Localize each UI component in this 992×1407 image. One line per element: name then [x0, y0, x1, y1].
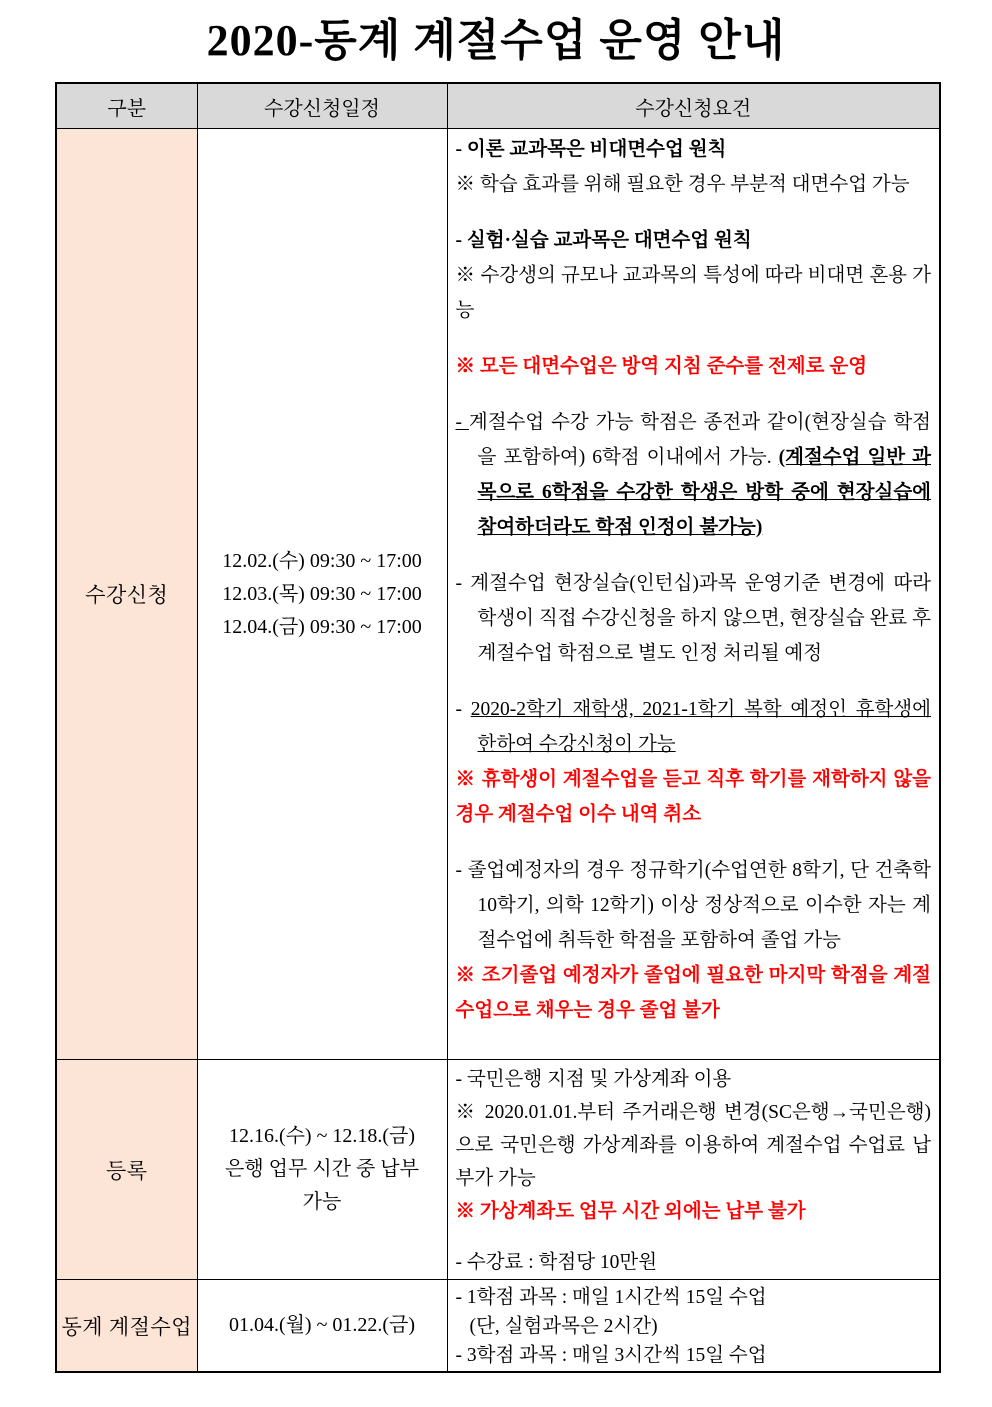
- text-segment: -: [455, 699, 471, 720]
- text-segment: (계절수업 일반 과목으로 6학점을 수강한 학생은 방학 중에 현장실습에 참여하더라도 학점 인정이 불가능): [477, 447, 932, 538]
- paragraph-spacer: [456, 384, 932, 405]
- category-cell: 수강신청: [56, 129, 197, 1060]
- text-segment: 2020-2학기 재학생, 2021-1학기 복학 예정인 휴학생에 한하여 수강신청이 가능: [470, 699, 931, 755]
- requirement-paragraph: [456, 692, 932, 762]
- category-cell: 동계 계절수업: [56, 1280, 197, 1373]
- requirement-paragraph: [456, 958, 932, 1028]
- page-title: 2020-동계 계절수업 운영 안내: [206, 16, 786, 65]
- text-segment: - 3학점 과목 : 매일 3시간씩 15일 수업: [455, 1345, 767, 1366]
- requirement-paragraph: [456, 223, 932, 258]
- table-header-row: [56, 83, 940, 129]
- schedule-line: 12.16.(수) ~ 12.18.(금): [228, 1125, 416, 1147]
- requirement-paragraph: [456, 349, 932, 384]
- text-segment: -: [455, 412, 469, 433]
- schedule-cell: [197, 1280, 447, 1373]
- paragraph-spacer: [456, 328, 932, 349]
- text-segment: ※ 2020.01.01.부터 주거래은행 변경(SC은행→국민은행)으로 국민은행 가상계좌를 이용하여 계절수업 수업료 납부가 가능: [455, 1102, 931, 1189]
- requirement-paragraph: [456, 1283, 932, 1312]
- requirement-paragraph: [456, 405, 932, 545]
- text-segment: ※ 가상계좌도 업무 시간 외에는 납부 불가: [455, 1201, 806, 1222]
- requirement-paragraph: [456, 566, 932, 671]
- requirement-paragraph: [456, 853, 932, 958]
- text-segment: ※ 휴학생이 계절수업을 듣고 직후 학기를 재학하지 않을 경우 계절수업 이수 내역 취소: [455, 769, 931, 825]
- text-segment: - 수강료 : 학점당 10만원: [455, 1252, 658, 1273]
- col-header-requirements: 수강신청요건: [447, 83, 940, 129]
- requirements-cell: [447, 129, 940, 1060]
- paragraph-spacer: [456, 202, 932, 223]
- requirement-paragraph: [456, 1341, 932, 1370]
- requirement-paragraph: [456, 132, 932, 167]
- paragraph-spacer: [456, 1228, 932, 1246]
- text-segment: - 계절수업 현장실습(인턴십)과목 운영기준 변경에 따라 학생이 직접 수강신청을 하지 않으면, 현장실습 완료 후 계절수업 학점으로 별도 인정 처리될 예정: [455, 573, 931, 664]
- text-segment: 계절수업 수강 가능 학점은 종전과 같이(현장실습 학점을 포함하여) 6학점 이내에서 가능.: [468, 412, 931, 468]
- info-table: [55, 82, 941, 1373]
- text-segment: - 국민은행 지점 및 가상계좌 이용: [455, 1069, 732, 1090]
- schedule-cell: [197, 1060, 447, 1280]
- col-header-schedule: 수강신청일정: [197, 83, 447, 129]
- requirement-paragraph: [456, 1312, 932, 1341]
- schedule-line: 가능: [302, 1191, 342, 1213]
- requirements-cell: [447, 1280, 940, 1373]
- requirement-paragraph: [456, 762, 932, 832]
- requirement-paragraph: [456, 167, 932, 202]
- requirement-paragraph: [456, 258, 932, 328]
- text-segment: ※ 수강생의 규모나 교과목의 특성에 따라 비대면 혼용 가능: [455, 265, 931, 321]
- requirement-paragraph: [456, 1246, 932, 1279]
- text-segment: - 실험·실습 교과목은 대면수업 원칙: [455, 230, 752, 251]
- schedule-line: 12.02.(수) 09:30 ~ 17:00: [222, 549, 422, 572]
- text-segment: - 졸업예정자의 경우 정규학기(수업연한 8학기, 단 건축학 10학기, 의학 12학기) 이상 정상적으로 이수한 자는 계절수업에 취득한 학점을 포함하여 졸업 가능: [455, 860, 931, 951]
- schedule-line: 12.04.(금) 09:30 ~ 17:00: [222, 615, 422, 638]
- table-row: [56, 129, 940, 1060]
- category-cell: 등록: [56, 1060, 197, 1280]
- schedule-cell: [197, 129, 447, 1060]
- paragraph-spacer: [456, 671, 932, 692]
- schedule-line: 12.03.(목) 09:30 ~ 17:00: [222, 582, 422, 605]
- text-segment: - 1학점 과목 : 매일 1시간씩 15일 수업: [455, 1287, 767, 1308]
- text-segment: (단, 실험과목은 2시간): [469, 1316, 658, 1337]
- table-row: [56, 1060, 940, 1280]
- requirement-paragraph: [456, 1096, 932, 1195]
- requirements-cell: [447, 1060, 940, 1280]
- text-segment: ※ 조기졸업 예정자가 졸업에 필요한 마지막 학점을 계절수업으로 채우는 경우 졸업 불가: [455, 965, 931, 1021]
- paragraph-spacer: [456, 832, 932, 853]
- schedule-line: 01.04.(월) ~ 01.22.(금): [228, 1314, 416, 1336]
- table-row: [56, 1280, 940, 1373]
- text-segment: - 이론 교과목은 비대면수업 원칙: [455, 139, 727, 160]
- paragraph-spacer: [456, 545, 932, 566]
- text-segment: ※ 모든 대면수업은 방역 지침 준수를 전제로 운영: [455, 356, 868, 377]
- text-segment: ※ 학습 효과를 위해 필요한 경우 부분적 대면수업 가능: [455, 174, 910, 195]
- col-header-category: 구분: [56, 83, 197, 129]
- requirement-paragraph: [456, 1063, 932, 1096]
- requirement-paragraph: [456, 1195, 932, 1228]
- schedule-line: 은행 업무 시간 중 납부: [225, 1158, 419, 1180]
